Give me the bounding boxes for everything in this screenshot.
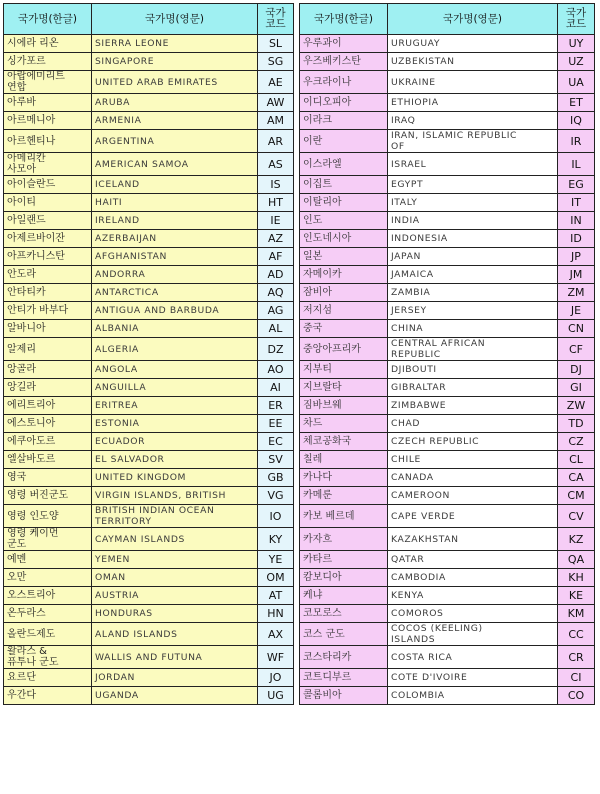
table-row: [4, 212, 595, 230]
table-row: [4, 194, 595, 212]
country-name-english: GIBRALTAR: [388, 379, 558, 397]
country-name-korean: 코스타리카: [300, 646, 388, 669]
country-code: KZ: [558, 528, 595, 551]
table-row: [4, 284, 595, 302]
country-name-korean: 엘살바도르: [4, 451, 92, 469]
country-code: CN: [558, 320, 595, 338]
country-name-korean: 이스라엘: [300, 153, 388, 176]
country-code: CL: [558, 451, 595, 469]
country-name-korean: 아일랜드: [4, 212, 92, 230]
country-code: AL: [258, 320, 294, 338]
country-code: AR: [258, 130, 294, 153]
country-code: WF: [258, 646, 294, 669]
country-name-korean: 자메이카: [300, 266, 388, 284]
country-name-korean: 아루바: [4, 94, 92, 112]
table-row: [4, 379, 595, 397]
country-name-korean: 캄보디아: [300, 569, 388, 587]
country-name-korean: 중국: [300, 320, 388, 338]
country-name-english: COTE D'IVOIRE: [388, 669, 558, 687]
country-code: YE: [258, 551, 294, 569]
table-row: [4, 687, 595, 705]
table-row: [4, 320, 595, 338]
country-name-english: ALGERIA: [92, 338, 258, 361]
country-code: JE: [558, 302, 595, 320]
country-name-english: EL SALVADOR: [92, 451, 258, 469]
country-name-english: ERITREA: [92, 397, 258, 415]
country-code: CZ: [558, 433, 595, 451]
table-row: [4, 130, 595, 153]
country-code: AT: [258, 587, 294, 605]
country-code: AW: [258, 94, 294, 112]
table-row: [4, 248, 595, 266]
country-name-korean: 아메리칸 사모아: [4, 153, 92, 176]
country-name-korean: 카타르: [300, 551, 388, 569]
country-code: CR: [558, 646, 595, 669]
table-row: [4, 153, 595, 176]
country-code: HT: [258, 194, 294, 212]
country-name-english: IRAN, ISLAMIC REPUBLIC OF: [388, 130, 558, 153]
table-row: [4, 528, 595, 551]
country-name-korean: 아이티: [4, 194, 92, 212]
country-name-korean: 지브랄타: [300, 379, 388, 397]
country-code: UA: [558, 71, 595, 94]
country-name-korean: 영국: [4, 469, 92, 487]
country-code: IQ: [558, 112, 595, 130]
country-code: VG: [258, 487, 294, 505]
country-name-english: COSTA RICA: [388, 646, 558, 669]
country-name-korean: 인도: [300, 212, 388, 230]
country-name-english: CAMBODIA: [388, 569, 558, 587]
country-code: SV: [258, 451, 294, 469]
country-code: ID: [558, 230, 595, 248]
country-name-english: UNITED ARAB EMIRATES: [92, 71, 258, 94]
country-name-korean: 안티가 바부다: [4, 302, 92, 320]
country-name-korean: 오스트리아: [4, 587, 92, 605]
country-code: SG: [258, 53, 294, 71]
country-name-english: ALBANIA: [92, 320, 258, 338]
country-name-english: ISRAEL: [388, 153, 558, 176]
country-name-korean: 아프카니스탄: [4, 248, 92, 266]
country-name-english: DJIBOUTI: [388, 361, 558, 379]
country-name-english: ANDORRA: [92, 266, 258, 284]
country-name-korean: 차드: [300, 415, 388, 433]
header-row: [4, 4, 595, 35]
country-code: AX: [258, 623, 294, 646]
country-code: AF: [258, 248, 294, 266]
country-name-english: ARUBA: [92, 94, 258, 112]
country-name-english: INDIA: [388, 212, 558, 230]
country-name-english: ESTONIA: [92, 415, 258, 433]
country-name-korean: 인도네시아: [300, 230, 388, 248]
country-code: CV: [558, 505, 595, 528]
country-name-korean: 아제르바이잔: [4, 230, 92, 248]
country-name-korean: 앙골라: [4, 361, 92, 379]
country-name-english: JAMAICA: [388, 266, 558, 284]
table-row: [4, 551, 595, 569]
country-name-english: ECUADOR: [92, 433, 258, 451]
country-code: OM: [258, 569, 294, 587]
table-row: [4, 605, 595, 623]
country-code: AG: [258, 302, 294, 320]
country-name-english: CAMEROON: [388, 487, 558, 505]
country-name-korean: 이라크: [300, 112, 388, 130]
country-name-korean: 카메룬: [300, 487, 388, 505]
country-code: IL: [558, 153, 595, 176]
country-name-english: SIERRA LEONE: [92, 35, 258, 53]
table-row: [4, 94, 595, 112]
country-name-korean: 카자흐: [300, 528, 388, 551]
country-name-korean: 요르단: [4, 669, 92, 687]
country-code: UZ: [558, 53, 595, 71]
table-row: [4, 433, 595, 451]
country-code: ZM: [558, 284, 595, 302]
country-name-english: CANADA: [388, 469, 558, 487]
table-row: [4, 230, 595, 248]
country-name-english: CENTRAL AFRICAN REPUBLIC: [388, 338, 558, 361]
table-row: [4, 338, 595, 361]
table-row: [4, 302, 595, 320]
country-code: AE: [258, 71, 294, 94]
country-code: IR: [558, 130, 595, 153]
country-code: CI: [558, 669, 595, 687]
country-name-english: INDONESIA: [388, 230, 558, 248]
country-name-korean: 잠비아: [300, 284, 388, 302]
country-name-korean: 이탈리아: [300, 194, 388, 212]
country-name-korean: 싱가포르: [4, 53, 92, 71]
country-name-english: WALLIS AND FUTUNA: [92, 646, 258, 669]
country-name-korean: 에리트리아: [4, 397, 92, 415]
country-name-english: AUSTRIA: [92, 587, 258, 605]
country-name-korean: 에쿠아도르: [4, 433, 92, 451]
country-code: ET: [558, 94, 595, 112]
country-code: SL: [258, 35, 294, 53]
country-code: GI: [558, 379, 595, 397]
country-name-english: UGANDA: [92, 687, 258, 705]
header-english-name: 국가명(영문): [92, 4, 258, 35]
country-code: CO: [558, 687, 595, 705]
table-row: [4, 487, 595, 505]
country-name-english: KAZAKHSTAN: [388, 528, 558, 551]
country-name-english: ARGENTINA: [92, 130, 258, 153]
country-name-english: ZAMBIA: [388, 284, 558, 302]
country-code: CF: [558, 338, 595, 361]
country-name-english: ANGOLA: [92, 361, 258, 379]
country-code: CM: [558, 487, 595, 505]
country-name-english: CHINA: [388, 320, 558, 338]
country-name-korean: 안도라: [4, 266, 92, 284]
country-name-english: QATAR: [388, 551, 558, 569]
header-korean-name: 국가명(한글): [4, 4, 92, 35]
country-code: JP: [558, 248, 595, 266]
country-name-english: CAYMAN ISLANDS: [92, 528, 258, 551]
header-english-name: 국가명(영문): [388, 4, 558, 35]
country-name-english: JORDAN: [92, 669, 258, 687]
country-name-english: ALAND ISLANDS: [92, 623, 258, 646]
country-name-english: ANTIGUA AND BARBUDA: [92, 302, 258, 320]
country-name-korean: 이란: [300, 130, 388, 153]
country-code: KH: [558, 569, 595, 587]
country-name-english: ITALY: [388, 194, 558, 212]
country-name-english: VIRGIN ISLANDS, BRITISH: [92, 487, 258, 505]
table-row: [4, 176, 595, 194]
country-name-english: KENYA: [388, 587, 558, 605]
country-code: AO: [258, 361, 294, 379]
country-code: UY: [558, 35, 595, 53]
country-name-english: HAITI: [92, 194, 258, 212]
country-name-english: AFGHANISTAN: [92, 248, 258, 266]
table-row: [4, 266, 595, 284]
country-name-korean: 코스 군도: [300, 623, 388, 646]
country-name-english: UKRAINE: [388, 71, 558, 94]
country-name-korean: 코트디부르: [300, 669, 388, 687]
country-code: KY: [258, 528, 294, 551]
country-name-korean: 우크라이나: [300, 71, 388, 94]
country-code: CC: [558, 623, 595, 646]
country-code: IT: [558, 194, 595, 212]
country-name-korean: 케냐: [300, 587, 388, 605]
country-name-korean: 오만: [4, 569, 92, 587]
country-name-korean: 안타티카: [4, 284, 92, 302]
country-code: GB: [258, 469, 294, 487]
country-name-english: ANGUILLA: [92, 379, 258, 397]
country-name-korean: 우즈베키스탄: [300, 53, 388, 71]
table-row: [4, 587, 595, 605]
country-name-korean: 카나다: [300, 469, 388, 487]
country-name-english: UNITED KINGDOM: [92, 469, 258, 487]
country-code-table: [3, 3, 595, 705]
country-code: JO: [258, 669, 294, 687]
country-name-english: YEMEN: [92, 551, 258, 569]
country-name-english: IRAQ: [388, 112, 558, 130]
country-name-korean: 예멘: [4, 551, 92, 569]
country-name-korean: 앙길라: [4, 379, 92, 397]
country-name-korean: 이집트: [300, 176, 388, 194]
country-name-korean: 아랍에미리트 연합: [4, 71, 92, 94]
country-name-korean: 코모로스: [300, 605, 388, 623]
country-name-korean: 이디오피아: [300, 94, 388, 112]
country-name-english: CHAD: [388, 415, 558, 433]
table-row: [4, 569, 595, 587]
country-name-english: OMAN: [92, 569, 258, 587]
country-code: CA: [558, 469, 595, 487]
country-name-korean: 아르헨티나: [4, 130, 92, 153]
country-name-korean: 저지섬: [300, 302, 388, 320]
country-name-english: AZERBAIJAN: [92, 230, 258, 248]
country-name-english: JERSEY: [388, 302, 558, 320]
table-row: [4, 669, 595, 687]
country-name-korean: 우루과이: [300, 35, 388, 53]
country-name-korean: 영령 버진군도: [4, 487, 92, 505]
country-code: HN: [258, 605, 294, 623]
country-name-korean: 영령 인도양: [4, 505, 92, 528]
country-name-korean: 중앙아프리카: [300, 338, 388, 361]
country-code: ER: [258, 397, 294, 415]
table-row: [4, 505, 595, 528]
country-code: EG: [558, 176, 595, 194]
country-name-english: ANTARCTICA: [92, 284, 258, 302]
table-row: [4, 361, 595, 379]
country-name-english: AMERICAN SAMOA: [92, 153, 258, 176]
country-code: AD: [258, 266, 294, 284]
table-row: [4, 469, 595, 487]
country-name-english: UZBEKISTAN: [388, 53, 558, 71]
country-code: JM: [558, 266, 595, 284]
country-code: IE: [258, 212, 294, 230]
country-code: AM: [258, 112, 294, 130]
country-code: IS: [258, 176, 294, 194]
country-name-english: ARMENIA: [92, 112, 258, 130]
country-code: QA: [558, 551, 595, 569]
country-name-korean: 에스토니아: [4, 415, 92, 433]
country-name-english: ICELAND: [92, 176, 258, 194]
country-code: IO: [258, 505, 294, 528]
country-code: IN: [558, 212, 595, 230]
table-row: [4, 53, 595, 71]
country-name-english: COCOS (KEELING) ISLANDS: [388, 623, 558, 646]
table-row: [4, 71, 595, 94]
country-name-korean: 일본: [300, 248, 388, 266]
country-code: EE: [258, 415, 294, 433]
table-row: [4, 35, 595, 53]
country-code: DZ: [258, 338, 294, 361]
country-name-korean: 알제리: [4, 338, 92, 361]
country-name-english: CHILE: [388, 451, 558, 469]
country-code: AQ: [258, 284, 294, 302]
country-name-english: SINGAPORE: [92, 53, 258, 71]
country-code: TD: [558, 415, 595, 433]
country-name-english: JAPAN: [388, 248, 558, 266]
table-row: [4, 415, 595, 433]
country-name-korean: 카보 베르데: [300, 505, 388, 528]
country-name-korean: 우간다: [4, 687, 92, 705]
country-name-english: CZECH REPUBLIC: [388, 433, 558, 451]
country-code: AI: [258, 379, 294, 397]
country-name-english: CAPE VERDE: [388, 505, 558, 528]
country-name-korean: 알바니아: [4, 320, 92, 338]
country-name-korean: 온두라스: [4, 605, 92, 623]
country-name-korean: 올란드제도: [4, 623, 92, 646]
country-name-korean: 콜롬비아: [300, 687, 388, 705]
country-name-english: URUGUAY: [388, 35, 558, 53]
country-name-korean: 지부티: [300, 361, 388, 379]
country-name-korean: 왈라스 & 퓨투나 군도: [4, 646, 92, 669]
country-name-english: BRITISH INDIAN OCEAN TERRITORY: [92, 505, 258, 528]
country-name-english: EGYPT: [388, 176, 558, 194]
country-name-korean: 짐바브웨: [300, 397, 388, 415]
table-body: [4, 35, 595, 705]
country-code: AS: [258, 153, 294, 176]
country-name-english: COMOROS: [388, 605, 558, 623]
header-country-code: 국가 코드: [558, 4, 595, 35]
country-code: KE: [558, 587, 595, 605]
country-name-english: COLOMBIA: [388, 687, 558, 705]
table-row: [4, 451, 595, 469]
country-name-korean: 아이슬란드: [4, 176, 92, 194]
table-row: [4, 623, 595, 646]
table-row: [4, 112, 595, 130]
country-name-korean: 영령 케이먼 군도: [4, 528, 92, 551]
country-name-english: ZIMBABWE: [388, 397, 558, 415]
country-name-korean: 체코공화국: [300, 433, 388, 451]
table-row: [4, 397, 595, 415]
country-code: UG: [258, 687, 294, 705]
country-code: AZ: [258, 230, 294, 248]
country-name-korean: 칠레: [300, 451, 388, 469]
country-name-english: ETHIOPIA: [388, 94, 558, 112]
country-name-english: HONDURAS: [92, 605, 258, 623]
country-name-korean: 시에라 리온: [4, 35, 92, 53]
country-code: EC: [258, 433, 294, 451]
country-name-korean: 아르메니아: [4, 112, 92, 130]
table-row: [4, 646, 595, 669]
country-code: ZW: [558, 397, 595, 415]
country-code: DJ: [558, 361, 595, 379]
country-name-english: IRELAND: [92, 212, 258, 230]
header-country-code: 국가 코드: [258, 4, 294, 35]
country-code: KM: [558, 605, 595, 623]
header-korean-name: 국가명(한글): [300, 4, 388, 35]
